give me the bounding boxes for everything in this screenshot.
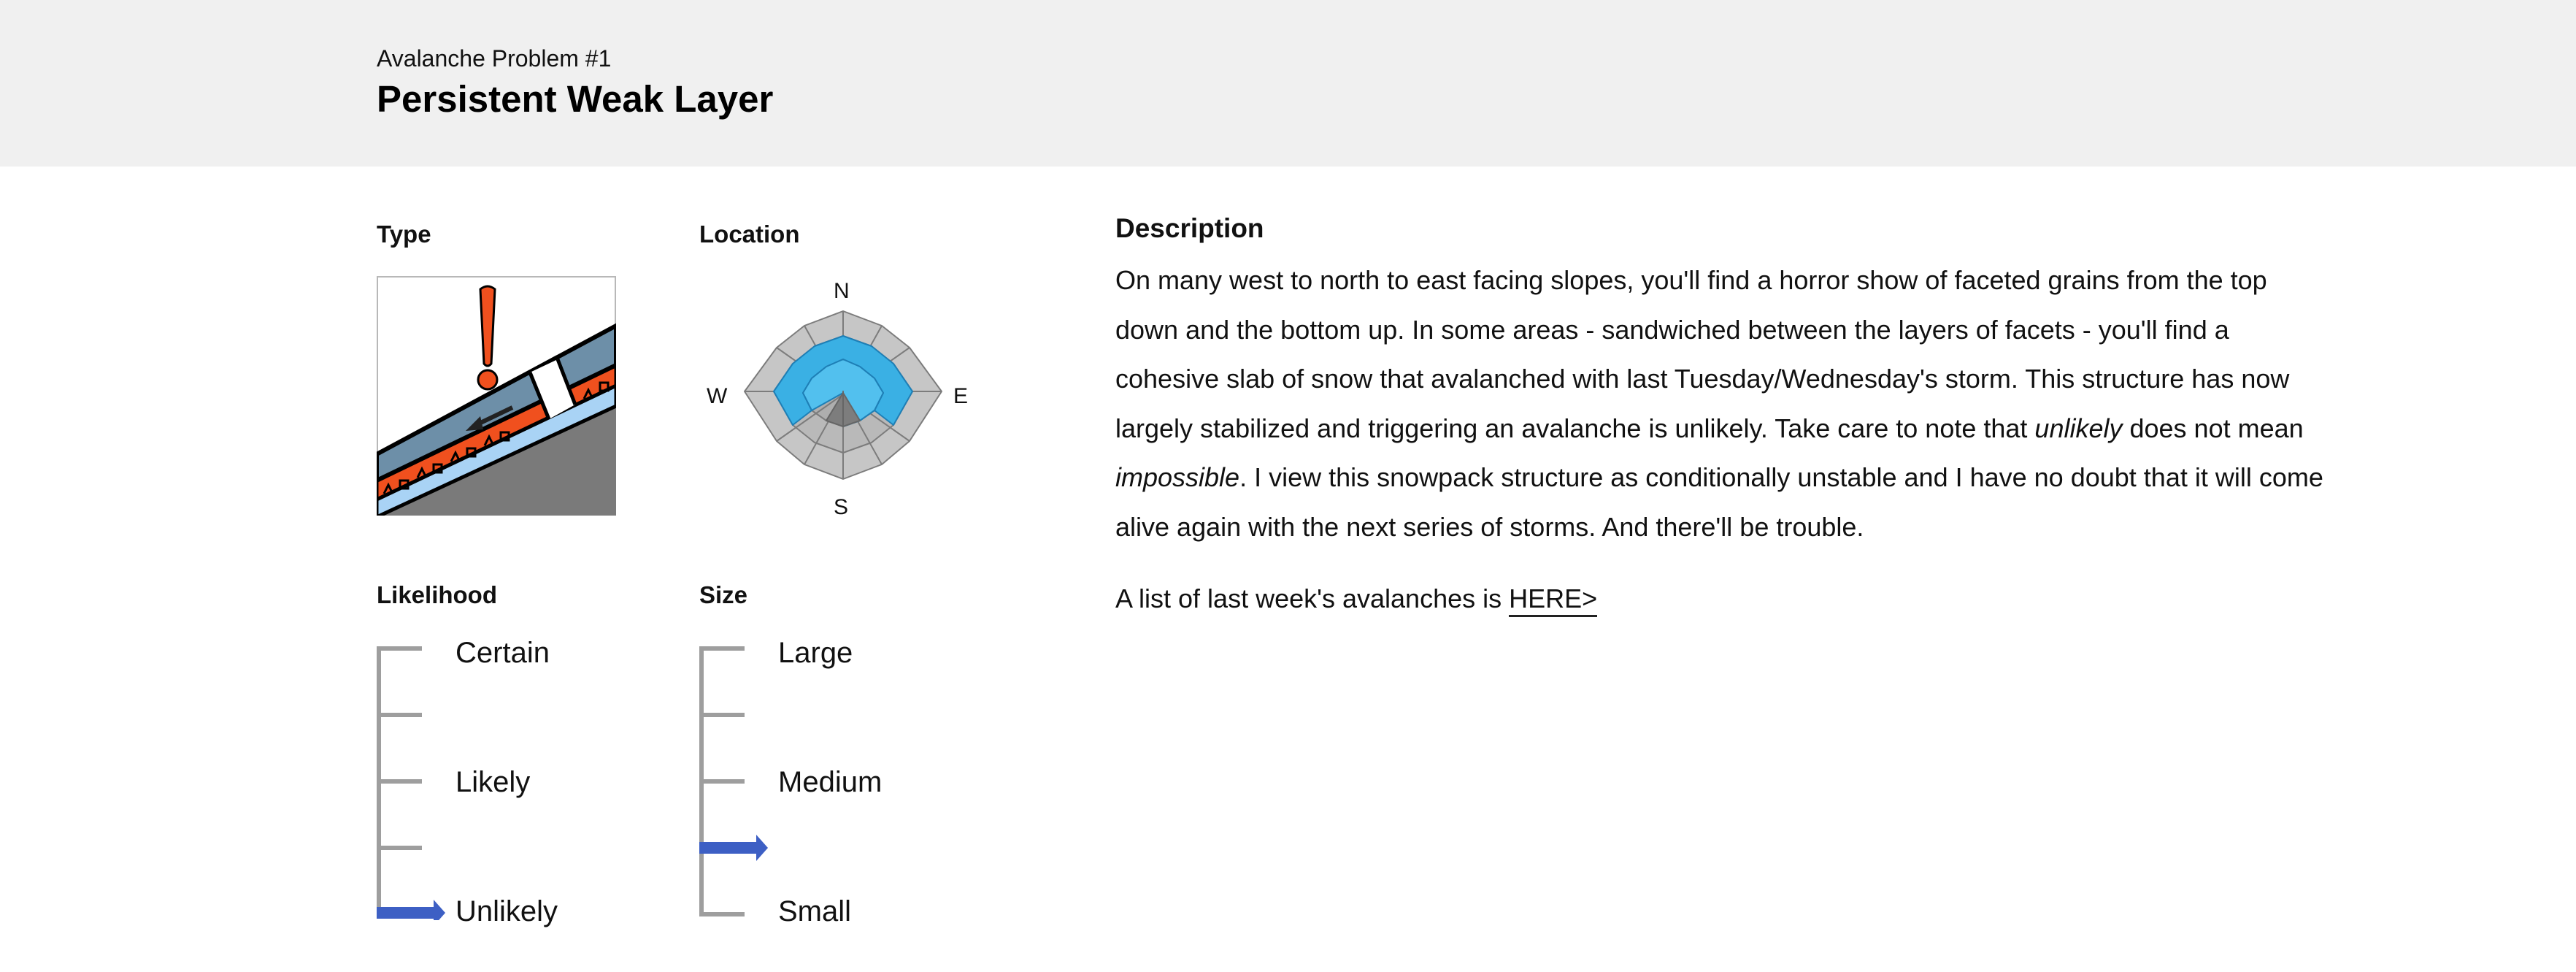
description-text-2: does not mean (2122, 413, 2304, 443)
likelihood-certain: Certain (455, 637, 550, 669)
description-emphasis-impossible: impossible (1115, 462, 1240, 492)
aspect-elevation-rose-icon (737, 305, 949, 488)
size-medium: Medium (778, 766, 883, 798)
type-label: Type (377, 221, 431, 248)
problem-number: Avalanche Problem #1 (377, 45, 612, 72)
size-scale (695, 643, 775, 920)
compass-south: S (834, 495, 849, 519)
likelihood-scale (372, 643, 453, 920)
description-text-1: On many west to north to east facing slopes, you'll find a horror show of faceted grains from the top down and the bottom up. In some areas - sandwiched between the layers of facets - you'll find a cohesive slab of snow that avalanched with last Tuesday/Wednesday's storm. This structure has now largely stabilized and triggering an avalanche is unlikely. Take care to note that (1115, 265, 2290, 443)
description-body (1115, 256, 2327, 551)
location-label: Location (699, 221, 800, 248)
page-header (0, 0, 2576, 167)
size-small: Small (778, 895, 852, 927)
likelihood-likely: Likely (455, 766, 531, 798)
persistent-weak-layer-icon (377, 276, 616, 516)
description-emphasis-unlikely: unlikely (2034, 413, 2123, 443)
compass-north: N (834, 279, 850, 303)
page-title: Persistent Weak Layer (377, 78, 774, 120)
compass-east: E (953, 384, 969, 408)
description-heading: Description (1115, 213, 1264, 243)
avalanche-list-text: A list of last week's avalanches is (1115, 583, 1510, 613)
description-text-3: . I view this snowpack structure as conditionally unstable and I have no doubt that it will come alive again with the next series of storms. And there'll be trouble. (1115, 462, 2323, 542)
avalanche-list-line (1115, 577, 1597, 621)
likelihood-label: Likelihood (377, 581, 497, 608)
compass-west: W (707, 384, 728, 408)
avalanche-list-link[interactable]: HERE> (1509, 583, 1597, 617)
size-label: Size (699, 581, 748, 608)
size-large: Large (778, 637, 853, 669)
size-indicator-arrow (699, 835, 768, 861)
likelihood-indicator-arrow (377, 900, 445, 920)
likelihood-unlikely: Unlikely (455, 895, 558, 927)
